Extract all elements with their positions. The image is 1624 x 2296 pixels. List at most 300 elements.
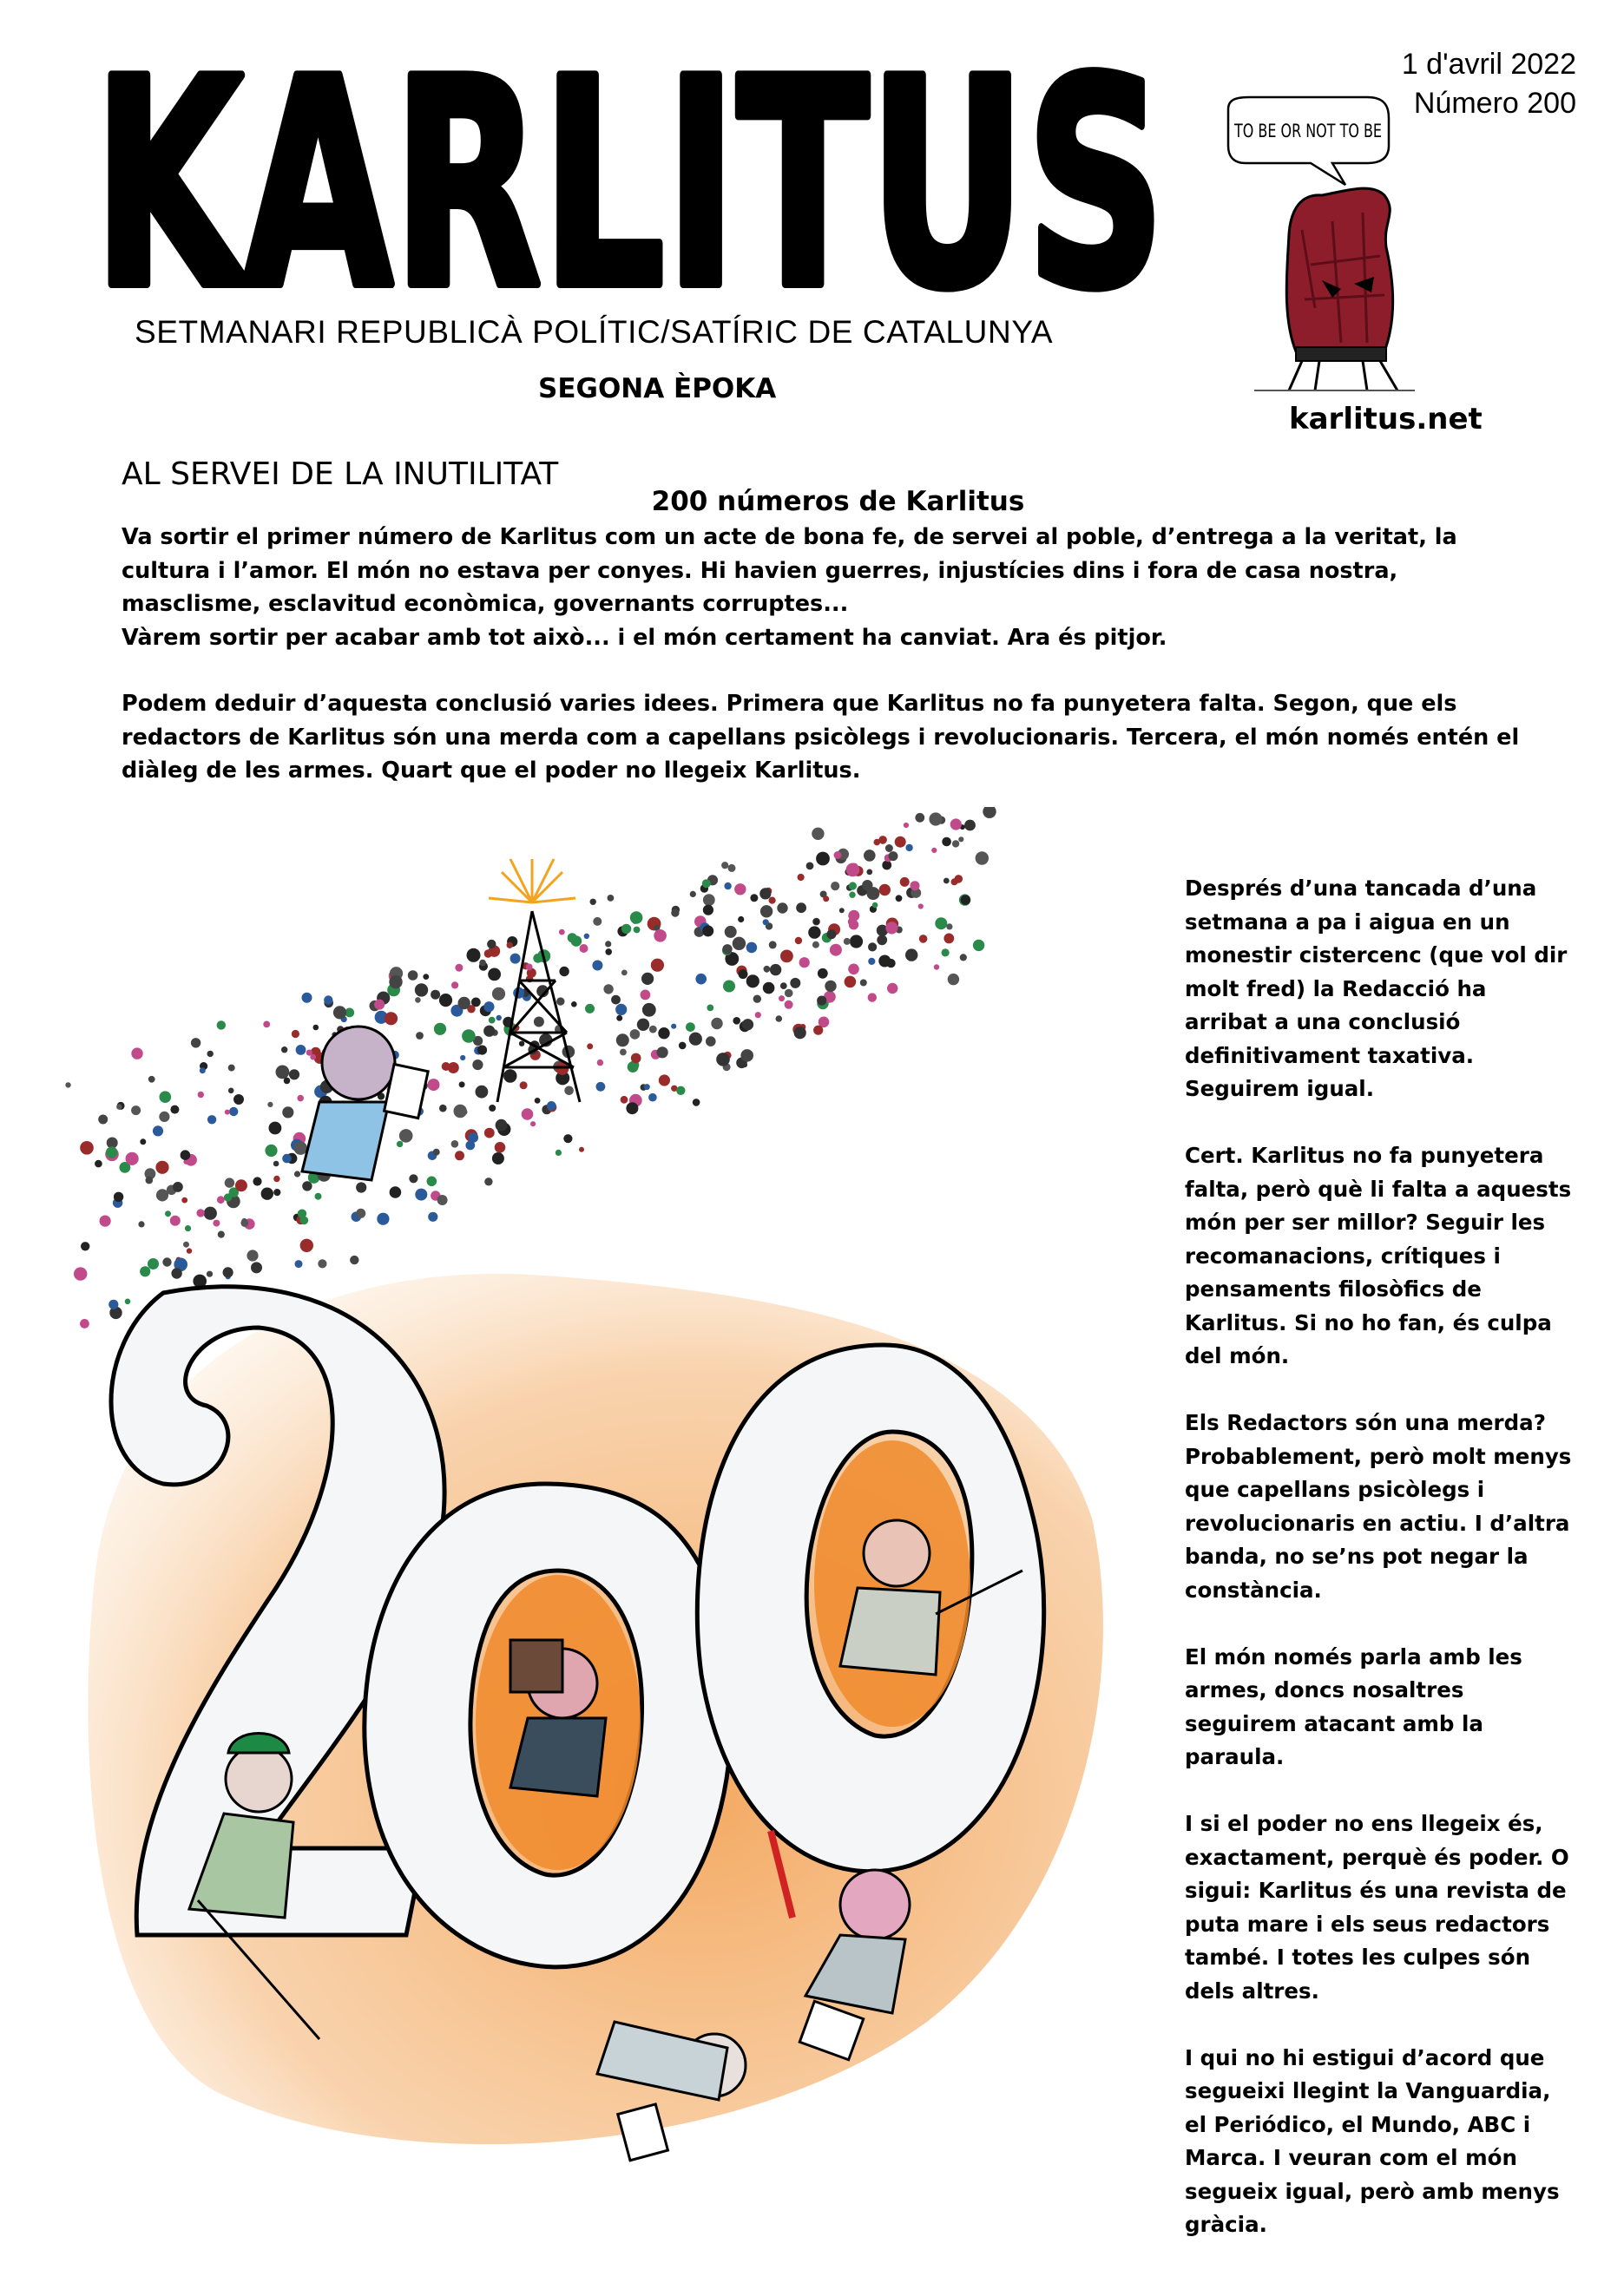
confetti-dot xyxy=(173,1182,183,1192)
confetti-dot xyxy=(592,961,602,971)
confetti-dot xyxy=(116,1104,122,1110)
confetti-dot xyxy=(428,1079,440,1091)
confetti-dot xyxy=(131,1105,141,1115)
confetti-dot xyxy=(241,1218,247,1224)
confetti-dot xyxy=(770,964,781,975)
side-paragraph-5: I si el poder no ens llegeix és, exactament, perquè és poder. O sigui: Karlitus és una revista de puta mare i els seus redactors també. I totes les culpes són dels altres. xyxy=(1185,1811,1569,2004)
confetti-dot xyxy=(634,927,640,933)
confetti-dot xyxy=(530,1121,536,1126)
article-headline: 200 números de Karlitus xyxy=(651,486,1025,517)
confetti-dot xyxy=(885,922,897,934)
confetti-dot xyxy=(812,828,824,840)
confetti-dot xyxy=(547,1101,556,1111)
confetti-dot xyxy=(746,974,759,987)
confetti-dot xyxy=(273,1161,279,1167)
confetti-dot xyxy=(140,1138,146,1145)
confetti-dot xyxy=(108,1300,118,1309)
confetti-dot xyxy=(356,1209,365,1218)
confetti-dot xyxy=(439,1105,447,1112)
confetti-dot xyxy=(225,1178,234,1187)
confetti-dot xyxy=(564,1086,574,1096)
confetti-dot xyxy=(295,1260,303,1268)
confetti-dot xyxy=(126,1152,139,1165)
confetti-dot xyxy=(950,818,962,830)
confetti-dot xyxy=(408,970,418,981)
confetti-dot xyxy=(207,1115,216,1124)
confetti-dot xyxy=(294,1142,307,1155)
confetti-dot xyxy=(934,964,939,969)
confetti-dot xyxy=(848,918,856,926)
speech-bubble xyxy=(1220,94,1393,189)
confetti-dot xyxy=(746,942,758,954)
confetti-dot xyxy=(686,1022,695,1032)
confetti-dot xyxy=(488,968,501,981)
confetti-dot xyxy=(703,905,713,915)
cartoon-illustration xyxy=(59,807,1127,2204)
masthead-logo xyxy=(87,48,1172,308)
confetti-dot xyxy=(976,851,989,864)
side-paragraph-4: El món només parla amb les armes, doncs nosaltres seguirem atacant amb la paraula. xyxy=(1185,1643,1522,1769)
confetti-dot xyxy=(318,1259,326,1268)
confetti-dot xyxy=(877,935,887,945)
confetti-dot xyxy=(676,1086,685,1095)
confetti-dot xyxy=(489,1105,496,1112)
confetti-dot xyxy=(251,1262,262,1273)
confetti-dot xyxy=(138,1221,144,1227)
confetti-dot xyxy=(763,982,775,994)
confetti-dot xyxy=(496,1119,508,1132)
confetti-dot xyxy=(171,1268,181,1278)
confetti-dot xyxy=(296,1045,306,1055)
confetti-dot xyxy=(434,1023,446,1035)
confetti-dot xyxy=(649,1026,657,1033)
confetti-dot xyxy=(196,1209,204,1217)
confetti-dot xyxy=(431,990,440,1000)
confetti-dot xyxy=(217,1196,225,1204)
confetti-dot xyxy=(711,1018,722,1029)
confetti-dot xyxy=(302,1181,312,1191)
confetti-dot xyxy=(690,891,696,897)
confetti-dot xyxy=(217,1020,226,1029)
masthead-subtitle: SETMANARI REPUBLICÀ POLÍTIC/SATÍRIC DE CATALUNYA xyxy=(135,314,1054,350)
confetti-dot xyxy=(722,944,732,954)
confetti-dot xyxy=(559,929,565,935)
confetti-dot xyxy=(389,975,402,988)
confetti-dot xyxy=(689,1033,702,1046)
confetti-dot xyxy=(535,1098,541,1104)
confetti-dot xyxy=(571,1001,577,1007)
confetti-dot xyxy=(952,840,959,847)
confetti-dot xyxy=(651,959,664,972)
confetti-dot xyxy=(423,974,429,980)
confetti-dot xyxy=(889,851,898,861)
confetti-dot xyxy=(162,1257,171,1266)
confetti-dot xyxy=(942,837,951,847)
confetti-dot xyxy=(780,982,787,989)
confetti-dot xyxy=(760,905,773,917)
side-paragraph-1: Després d’una tancada d’una setmana a pa i aigua en un monestir cistercenc (que vol dir molt fred) la Redacció ha arribat a una conclusió definitivament taxativa. Seguirem igual. xyxy=(1185,876,1568,1101)
confetti-dot xyxy=(776,1015,783,1022)
confetti-dot xyxy=(213,1220,220,1227)
confetti-dot xyxy=(834,851,842,859)
confetti-dot xyxy=(644,1084,650,1090)
confetti-dot xyxy=(503,1069,516,1082)
confetti-dot xyxy=(860,980,867,987)
confetti-dot xyxy=(830,944,842,956)
confetti-dot xyxy=(455,1151,464,1160)
confetti-dot xyxy=(616,1015,622,1021)
confetti-dot xyxy=(777,902,787,913)
confetti-dot xyxy=(95,1160,102,1168)
confetti-dot xyxy=(263,1021,270,1028)
confetti-dot xyxy=(679,1042,687,1050)
confetti-dot xyxy=(879,884,891,895)
confetti-dot xyxy=(479,960,486,967)
confetti-dot xyxy=(302,993,312,1003)
confetti-dot xyxy=(796,902,806,913)
confetti-dot xyxy=(170,1216,181,1226)
confetti-dot xyxy=(465,1141,475,1151)
confetti-dot xyxy=(483,1001,494,1012)
confetti-dot xyxy=(615,1004,627,1015)
confetti-dot xyxy=(276,1066,290,1079)
confetti-dot xyxy=(738,916,744,922)
side-paragraph-2: Cert. Karlitus no fa punyetera falta, però què li falta a aquests món per ser millor? Seguir les recomanacions, crítiques i pensaments filosòfics de Karlitus. Si no ho fan, és culpa del món. xyxy=(1185,1143,1572,1368)
confetti-dot xyxy=(759,888,771,899)
confetti-dot xyxy=(960,954,967,961)
confetti-dot xyxy=(218,1231,225,1238)
confetti-dot xyxy=(723,981,735,993)
confetti-dot xyxy=(374,1000,385,1010)
confetti-dot xyxy=(510,954,521,964)
confetti-dot xyxy=(507,942,513,948)
confetti-dot xyxy=(333,1006,346,1019)
intro-paragraph-3: Podem deduir d’aquesta conclusió varies idees. Primera que Karlitus no fa punyetera falta. Segon, que els redactors de Karlitus són una merda com a capellans psicòlegs i revolucionaris. Tercera, el món només entén el diàleg de les armes. Quart que el poder no llegeix Karlitus. xyxy=(122,691,1520,784)
confetti-dot xyxy=(794,1027,806,1039)
confetti-dot xyxy=(764,966,771,973)
confetti-dot xyxy=(780,950,793,963)
confetti-dot xyxy=(526,964,533,971)
issue-number: Número 200 xyxy=(1413,87,1576,120)
confetti-dot xyxy=(140,1266,150,1276)
confetti-dot xyxy=(156,1189,168,1201)
confetti-dot xyxy=(983,807,996,818)
confetti-dot xyxy=(693,1099,700,1106)
confetti-dot xyxy=(605,941,611,947)
confetti-dot xyxy=(642,1003,656,1017)
confetti-dot xyxy=(671,909,679,916)
confetti-dot xyxy=(831,882,839,890)
confetti-dot xyxy=(603,984,613,994)
confetti-dot xyxy=(931,848,937,853)
confetti-dot xyxy=(866,869,872,876)
confetti-dot xyxy=(659,1074,670,1086)
confetti-dot xyxy=(915,813,924,823)
confetti-dot xyxy=(454,1105,467,1118)
confetti-dot xyxy=(839,908,845,913)
confetti-dot xyxy=(813,1026,823,1035)
confetti-dot xyxy=(896,895,903,902)
confetti-dot xyxy=(631,1053,641,1064)
confetti-dot xyxy=(750,894,758,902)
confetti-dot xyxy=(872,902,878,909)
confetti-dot xyxy=(451,1140,459,1148)
confetti-dot xyxy=(385,1012,398,1025)
confetti-dot xyxy=(816,852,830,866)
confetti-dot xyxy=(496,1015,502,1020)
confetti-dot xyxy=(462,1029,476,1043)
confetti-dot xyxy=(739,969,748,979)
confetti-dot xyxy=(826,929,836,939)
confetti-dot xyxy=(159,1112,169,1122)
confetti-dot xyxy=(593,917,602,926)
confetti-dot xyxy=(753,995,761,1003)
confetti-dot xyxy=(579,1147,584,1152)
confetti-dot xyxy=(946,923,952,929)
confetti-dot xyxy=(484,1128,495,1138)
epoch-label: SEGONA ÈPOKA xyxy=(538,373,777,404)
confetti-dot xyxy=(315,1193,322,1200)
confetti-dot xyxy=(65,1082,70,1087)
confetti-dot xyxy=(866,887,879,900)
confetti-dot xyxy=(300,1239,313,1252)
confetti-dot xyxy=(848,964,859,975)
confetti-dot xyxy=(415,1189,427,1201)
confetti-dot xyxy=(522,1108,534,1120)
confetti-dot xyxy=(868,942,877,951)
confetti-dot xyxy=(563,1134,572,1143)
confetti-dot xyxy=(269,1122,282,1135)
confetti-dot xyxy=(229,1107,238,1116)
confetti-dot xyxy=(918,903,924,909)
confetti-dot xyxy=(585,1004,595,1014)
confetti-dot xyxy=(630,1029,641,1040)
confetti-dot xyxy=(484,1178,492,1185)
confetti-dot xyxy=(300,1217,309,1225)
confetti-dot xyxy=(492,1152,504,1164)
confetti-dot xyxy=(160,1091,172,1103)
confetti-dot xyxy=(790,978,800,988)
confetti-dot xyxy=(439,994,452,1007)
confetti-dot xyxy=(265,1145,277,1157)
confetti-dot xyxy=(153,1125,163,1136)
confetti-dot xyxy=(80,1319,89,1328)
confetti-dot xyxy=(943,934,954,944)
confetti-dot xyxy=(477,1046,487,1055)
confetti-dot xyxy=(597,1059,603,1066)
confetti-dot xyxy=(282,1106,293,1118)
confetti-dot xyxy=(415,983,428,996)
confetti-dot xyxy=(324,995,332,1004)
confetti-dot xyxy=(253,1177,261,1185)
confetti-dot xyxy=(310,1054,316,1060)
confetti-dot xyxy=(448,1062,459,1073)
confetti-dot xyxy=(798,874,805,881)
confetti-dot xyxy=(377,1213,389,1225)
confetti-dot xyxy=(868,993,877,1001)
confetti-dot xyxy=(904,823,909,828)
confetti-dot xyxy=(559,967,569,976)
confetti-dot xyxy=(620,1049,627,1056)
confetti-dot xyxy=(808,926,820,938)
confetti-dot xyxy=(428,1212,437,1222)
confetti-dot xyxy=(785,1000,793,1009)
intro-paragraph-2: Vàrem sortir per acabar amb tot això... i el món certament ha canviat. Ara és pitjor. xyxy=(122,624,1167,651)
confetti-dot xyxy=(721,862,728,869)
confetti-dot xyxy=(948,974,959,985)
confetti-dot xyxy=(895,836,906,848)
confetti-dot xyxy=(943,878,950,884)
confetti-dot xyxy=(390,1186,402,1198)
confetti-dot xyxy=(864,850,876,862)
confetti-dot xyxy=(779,995,785,1001)
confetti-dot xyxy=(905,844,912,851)
confetti-dot xyxy=(621,924,631,934)
confetti-dot xyxy=(155,1161,168,1174)
confetti-dot xyxy=(695,974,707,985)
confetti-dot xyxy=(282,1154,292,1164)
confetti-dot xyxy=(846,863,860,877)
confetti-dot xyxy=(181,1150,191,1160)
confetti-dot xyxy=(200,1067,206,1073)
confetti-dot xyxy=(958,836,963,842)
confetti-dot xyxy=(571,935,582,947)
confetti-dot xyxy=(476,1086,489,1099)
confetti-dot xyxy=(814,919,819,924)
confetti-dot xyxy=(605,948,612,955)
confetti-dot xyxy=(942,948,950,956)
confetti-dot xyxy=(725,926,737,938)
confetti-dot xyxy=(350,1256,358,1264)
confetti-dot xyxy=(273,1189,280,1196)
confetti-dot xyxy=(755,1012,761,1018)
confetti-dot xyxy=(724,882,731,889)
confetti-dot xyxy=(556,1150,562,1156)
confetti-dot xyxy=(850,935,863,948)
confetti-dot xyxy=(961,895,970,904)
confetti-dot xyxy=(472,1059,483,1070)
confetti-dot xyxy=(125,1299,131,1305)
confetti-dot xyxy=(356,1182,366,1192)
confetti-dot xyxy=(233,1094,244,1105)
confetti-dot xyxy=(170,1105,179,1114)
confetti-dot xyxy=(225,1110,230,1115)
confetti-dot xyxy=(207,1051,214,1057)
confetti-dot xyxy=(849,882,857,889)
confetti-dot xyxy=(198,1092,204,1098)
confetti-dot xyxy=(458,997,470,1009)
confetti-dot xyxy=(187,1248,192,1253)
confetti-dot xyxy=(671,1024,676,1029)
confetti-dot xyxy=(437,1195,448,1205)
confetti-dot xyxy=(289,1069,299,1079)
confetti-dot xyxy=(878,955,891,968)
confetti-dot xyxy=(929,812,942,825)
confetti-dot xyxy=(702,925,713,936)
confetti-dot xyxy=(267,1102,273,1107)
confetti-dot xyxy=(621,1096,628,1104)
confetti-dot xyxy=(911,881,920,890)
confetti-dot xyxy=(148,1076,155,1083)
confetti-dot xyxy=(292,1030,299,1038)
confetti-dot xyxy=(616,1033,629,1046)
confetti-dot xyxy=(520,1081,528,1089)
confetti-dot xyxy=(707,1005,713,1012)
confetti-dot xyxy=(641,990,651,1000)
website-link[interactable]: karlitus.net xyxy=(1289,402,1483,436)
confetti-dot xyxy=(416,1032,424,1040)
confetti-dot xyxy=(556,997,564,1005)
confetti-dot xyxy=(294,1171,300,1177)
confetti-dot xyxy=(397,1141,403,1147)
confetti-dot xyxy=(433,1149,440,1156)
issue-date: 1 d'avril 2022 xyxy=(1401,48,1576,81)
confetti-dot xyxy=(131,1047,142,1059)
confetti-dot xyxy=(658,1027,669,1039)
section-title: AL SERVEI DE LA INUTILITAT xyxy=(122,456,559,492)
confetti-dot xyxy=(845,976,857,988)
confetti-dot xyxy=(868,958,875,965)
confetti-dot xyxy=(181,1197,187,1204)
confetti-dot xyxy=(273,1176,279,1182)
confetti-dot xyxy=(769,941,777,948)
confetti-dot xyxy=(654,929,667,942)
confetti-dot xyxy=(641,973,654,985)
confetti-dot xyxy=(580,944,588,953)
confetti-dot xyxy=(415,997,421,1003)
confetti-dot xyxy=(533,954,542,963)
confetti-dot xyxy=(973,940,984,951)
confetti-dot xyxy=(648,1093,657,1102)
confetti-dot xyxy=(785,989,793,998)
confetti-dot xyxy=(284,1078,291,1085)
confetti-dot xyxy=(882,861,891,870)
confetti-dot xyxy=(399,1129,413,1143)
confetti-dot xyxy=(630,911,643,924)
confetti-dot xyxy=(484,949,492,957)
confetti-dot xyxy=(223,1267,233,1277)
confetti-dot xyxy=(495,1142,506,1153)
article-intro xyxy=(122,521,1528,788)
svg-text:KARLITUS: KARLITUS xyxy=(93,48,1166,308)
confetti-dot xyxy=(191,1038,201,1047)
confetti-dot xyxy=(584,934,589,939)
confetti-dot xyxy=(487,940,496,948)
confetti-dot xyxy=(297,1095,304,1102)
confetti-dot xyxy=(459,1081,465,1087)
confetti-dot xyxy=(409,1174,418,1183)
confetti-dot xyxy=(817,996,826,1006)
confetti-dot xyxy=(900,877,910,887)
confetti-dot xyxy=(183,1242,189,1248)
confetti-dot xyxy=(621,970,628,976)
confetti-dot xyxy=(799,957,810,968)
confetti-dot xyxy=(235,1179,247,1191)
svg-text:TO BE OR NOT TO BE: TO BE OR NOT TO BE xyxy=(1233,121,1382,141)
confetti-dot xyxy=(716,1053,730,1066)
confetti-dot xyxy=(519,1041,524,1046)
confetti-dot xyxy=(795,937,802,944)
confetti-dot xyxy=(281,1046,287,1053)
confetti-dot xyxy=(706,1036,716,1046)
confetti-dot xyxy=(98,1115,108,1125)
confetti-dot xyxy=(742,1019,753,1030)
confetti-dot xyxy=(702,879,711,888)
confetti-dot xyxy=(703,894,715,906)
confetti-dot xyxy=(114,1192,123,1202)
confetti-dot xyxy=(590,899,596,905)
confetti-dot xyxy=(596,1082,606,1092)
